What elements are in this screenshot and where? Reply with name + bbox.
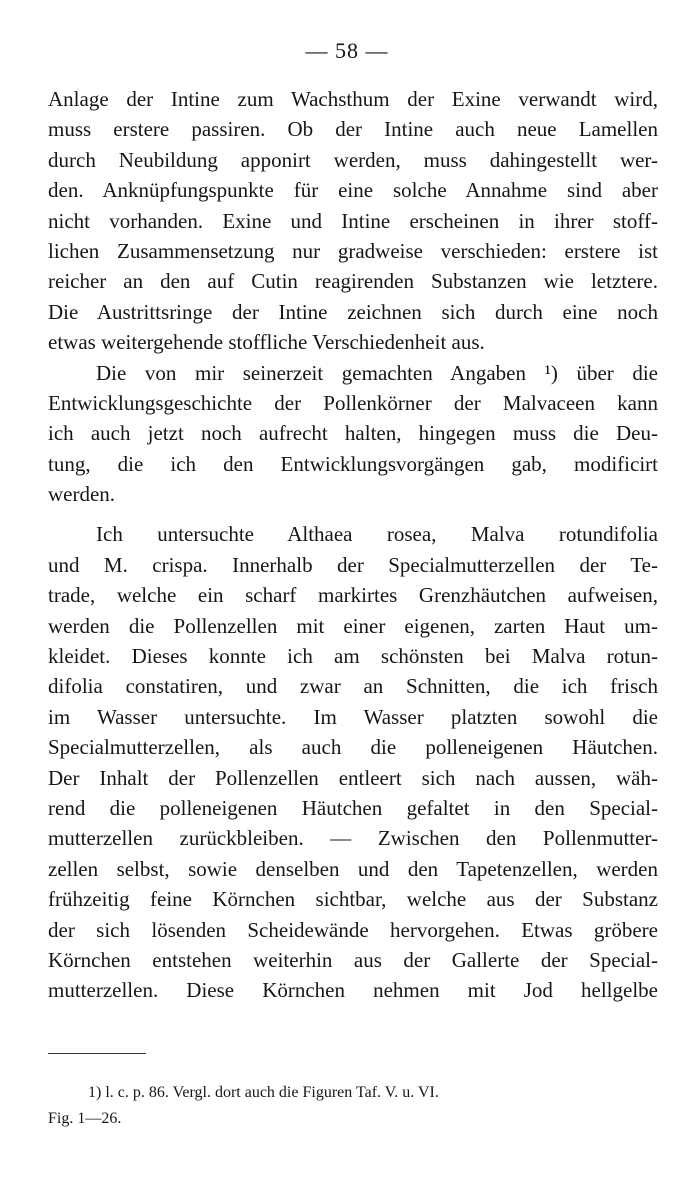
text-line: etwas weitergehende stoffliche Verschiedenheit aus. — [48, 330, 485, 355]
text-line: der sich lösenden Scheidewände hervorgehen. Etwas gröbere — [48, 917, 658, 942]
text-line: Die von mir seinerzeit gemachten Angaben ¹) über die — [96, 360, 658, 385]
text-line: difolia constatiren, und zwar an Schnitten, die ich frisch — [48, 674, 658, 699]
text-line: werden die Pollenzellen mit einer eigenen, zarten Haut um- — [48, 613, 658, 638]
text-line: durch Neubildung apponirt werden, muss dahingestellt wer- — [48, 147, 658, 172]
text-line: mutterzellen. Diese Körnchen nehmen mit Jod hellgelbe — [48, 978, 658, 1003]
page-number: — 58 — — [305, 38, 389, 63]
text-line: Der Inhalt der Pollenzellen entleert sich nach aussen, wäh- — [48, 765, 658, 790]
text-line: lichen Zusammensetzung nur gradweise verschieden: erstere ist — [48, 238, 658, 263]
text-line: zellen selbst, sowie denselben und den Tapetenzellen, werden — [48, 856, 658, 881]
text-line: rend die polleneigenen Häutchen gefaltet in den Special- — [48, 795, 658, 820]
text-line: frühzeitig feine Körnchen sichtbar, welche aus der Substanz — [48, 887, 658, 912]
text-line: im Wasser untersuchte. Im Wasser platzten sowohl die — [48, 704, 658, 729]
text-line: reicher an den auf Cutin reagirenden Substanzen wie letztere. — [48, 269, 658, 294]
text-line: muss erstere passiren. Ob der Intine auch neue Lamellen — [48, 117, 658, 142]
text-line: ich auch jetzt noch aufrecht halten, hingegen muss die Deu- — [48, 421, 658, 446]
footnote-line: Fig. 1—26. — [48, 1110, 122, 1127]
text-line: Körnchen entstehen weiterhin aus der Gallerte der Special- — [48, 947, 658, 972]
text-line: tung, die ich den Entwicklungsvorgängen gab, modificirt — [48, 451, 658, 476]
footnote-line: 1) l. c. p. 86. Vergl. dort auch die Figuren Taf. V. u. VI. — [88, 1084, 439, 1101]
text-line: trade, welche ein scharf markirtes Grenzhäutchen aufweisen, — [48, 583, 658, 608]
footnotes — [48, 1080, 658, 1132]
text-line: Entwicklungsgeschichte der Pollenkörner der Malvaceen kann — [48, 390, 658, 415]
text-line: Anlage der Intine zum Wachsthum der Exine verwandt wird, — [48, 87, 658, 111]
text-line: kleidet. Dieses konnte ich am schönsten bei Malva rotun- — [48, 644, 658, 669]
text-line: Die Austrittsringe der Intine zeichnen sich durch eine noch — [48, 299, 658, 324]
text-line: mutterzellen zurückbleiben. — Zwischen den Pollenmutter- — [48, 826, 658, 851]
text-line: und M. crispa. Innerhalb der Specialmutterzellen der Te- — [48, 552, 658, 577]
body-text — [48, 84, 658, 1006]
text-line: den. Anknüpfungspunkte für eine solche Annahme sind aber — [48, 178, 658, 203]
text-line: nicht vorhanden. Exine und Intine erscheinen in ihrer stoff- — [48, 208, 658, 233]
text-line: Specialmutterzellen, als auch die polleneigenen Häutchen. — [48, 735, 658, 760]
footnote-divider — [48, 1053, 146, 1054]
text-line: werden. — [48, 482, 116, 507]
text-line: Ich untersuchte Althaea rosea, Malva rotundifolia — [96, 522, 658, 547]
